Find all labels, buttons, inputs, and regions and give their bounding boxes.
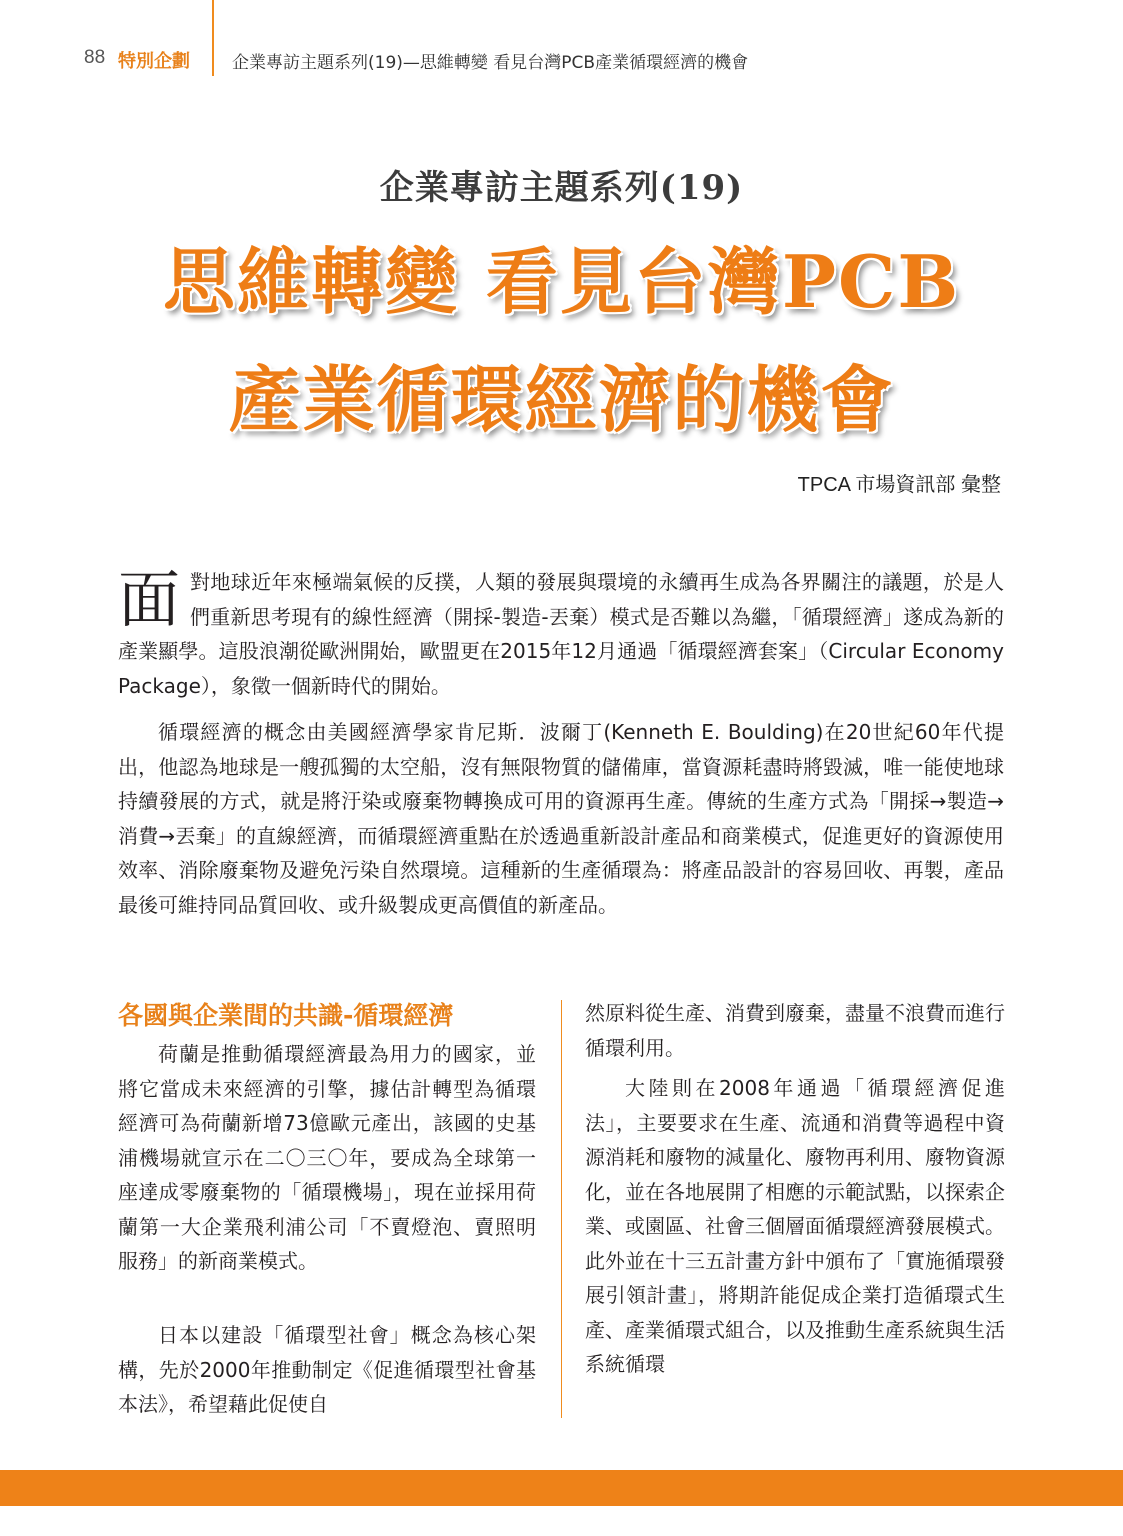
- section-label: 特別企劃: [118, 51, 190, 72]
- section-heading: 各國與企業間的共識-循環經濟: [118, 1001, 454, 1030]
- article-title-line-1: 思維轉變 看見台灣PCB: [162, 239, 961, 324]
- column-divider: [561, 1000, 562, 1418]
- article-byline: TPCA 市場資訊部 彙整: [797, 474, 1001, 496]
- body-paragraph-2: 循環經濟的概念由美國經濟學家肯尼斯．波爾丁(Kenneth E. Boulding)在20世紀60年代提出，他認為地球是一艘孤獨的太空船，沒有無限物質的儲備庫，當資源耗盡時將毀滅，唯一能使地球持續發展的方式，就是將汙染或廢棄物轉換成可用的資源再生產。傳統的生產方式為「開採→製造→消費→丟棄」的直線經濟，而循環經濟重點在於透過重新設計產品和商業模式，促進更好的資源使用效率、消除廢棄物及避免污染自然環境。這種新的生產循環為：將產品設計的容易回收、再製，產品最後可維持同品質回收、或升級製成更高價值的新產品。: [118, 720, 1004, 917]
- footer-bar: [0, 1470, 1123, 1506]
- left-column-paragraph-1: 荷蘭是推動循環經濟最為用力的國家，並將它當成未來經濟的引擎，據估計轉型為循環經濟可為荷蘭新增73億歐元產出，該國的史基浦機場就宣示在二〇三〇年，要成為全球第一座達成零廢棄物的「循環機場」，現在並採用荷蘭第一大企業飛利浦公司「不賣燈泡、賣照明服務」的新商業模式。: [118, 1042, 536, 1273]
- left-column-paragraph-2: 日本以建設「循環型社會」概念為核心架構，先於2000年推動制定《促進循環型社會基本法》，希望藉此促使自: [118, 1323, 536, 1416]
- drop-cap: 面: [118, 563, 181, 636]
- article-title-line-2: 產業循環經濟的機會: [228, 357, 895, 442]
- article-kicker: 企業專訪主題系列(19): [379, 168, 744, 208]
- header-divider: [212, 0, 214, 76]
- page-header: [0, 0, 1123, 80]
- running-title: 企業專訪主題系列(19)—思維轉變 看見台灣PCB產業循環經濟的機會: [232, 53, 749, 73]
- intro-text: 對地球近年來極端氣候的反撲，人類的發展與環境的永續再生成為各界關注的議題，於是人們重新思考現有的線性經濟（開採-製造-丟棄）模式是否難以為繼，「循環經濟」遂成為新的產業顯學。這股浪潮從歐洲開始，歐盟更在2015年12月通過「循環經濟套案」（Circular Economy Package），象徵一個新時代的開始。: [118, 570, 1004, 698]
- page-number: 88: [84, 47, 106, 68]
- intro-paragraph: [118, 565, 1004, 703]
- right-column-paragraph-2: 大陸則在2008年通過「循環經濟促進法」，主要要求在生產、流通和消費等過程中資源消耗和廢物的減量化、廢物再利用、廢物資源化，並在各地展開了相應的示範試點，以探索企業、或園區、社會三個層面循環經濟發展模式。此外並在十三五計畫方針中頒布了「實施循環發展引領計畫」，將期許能促成企業打造循環式生產、產業循環式組合，以及推動生產系統與生活系統循環: [585, 1076, 1005, 1376]
- right-column-paragraph-1: 然原料從生產、消費到廢棄，盡量不浪費而進行循環利用。: [585, 1001, 1005, 1060]
